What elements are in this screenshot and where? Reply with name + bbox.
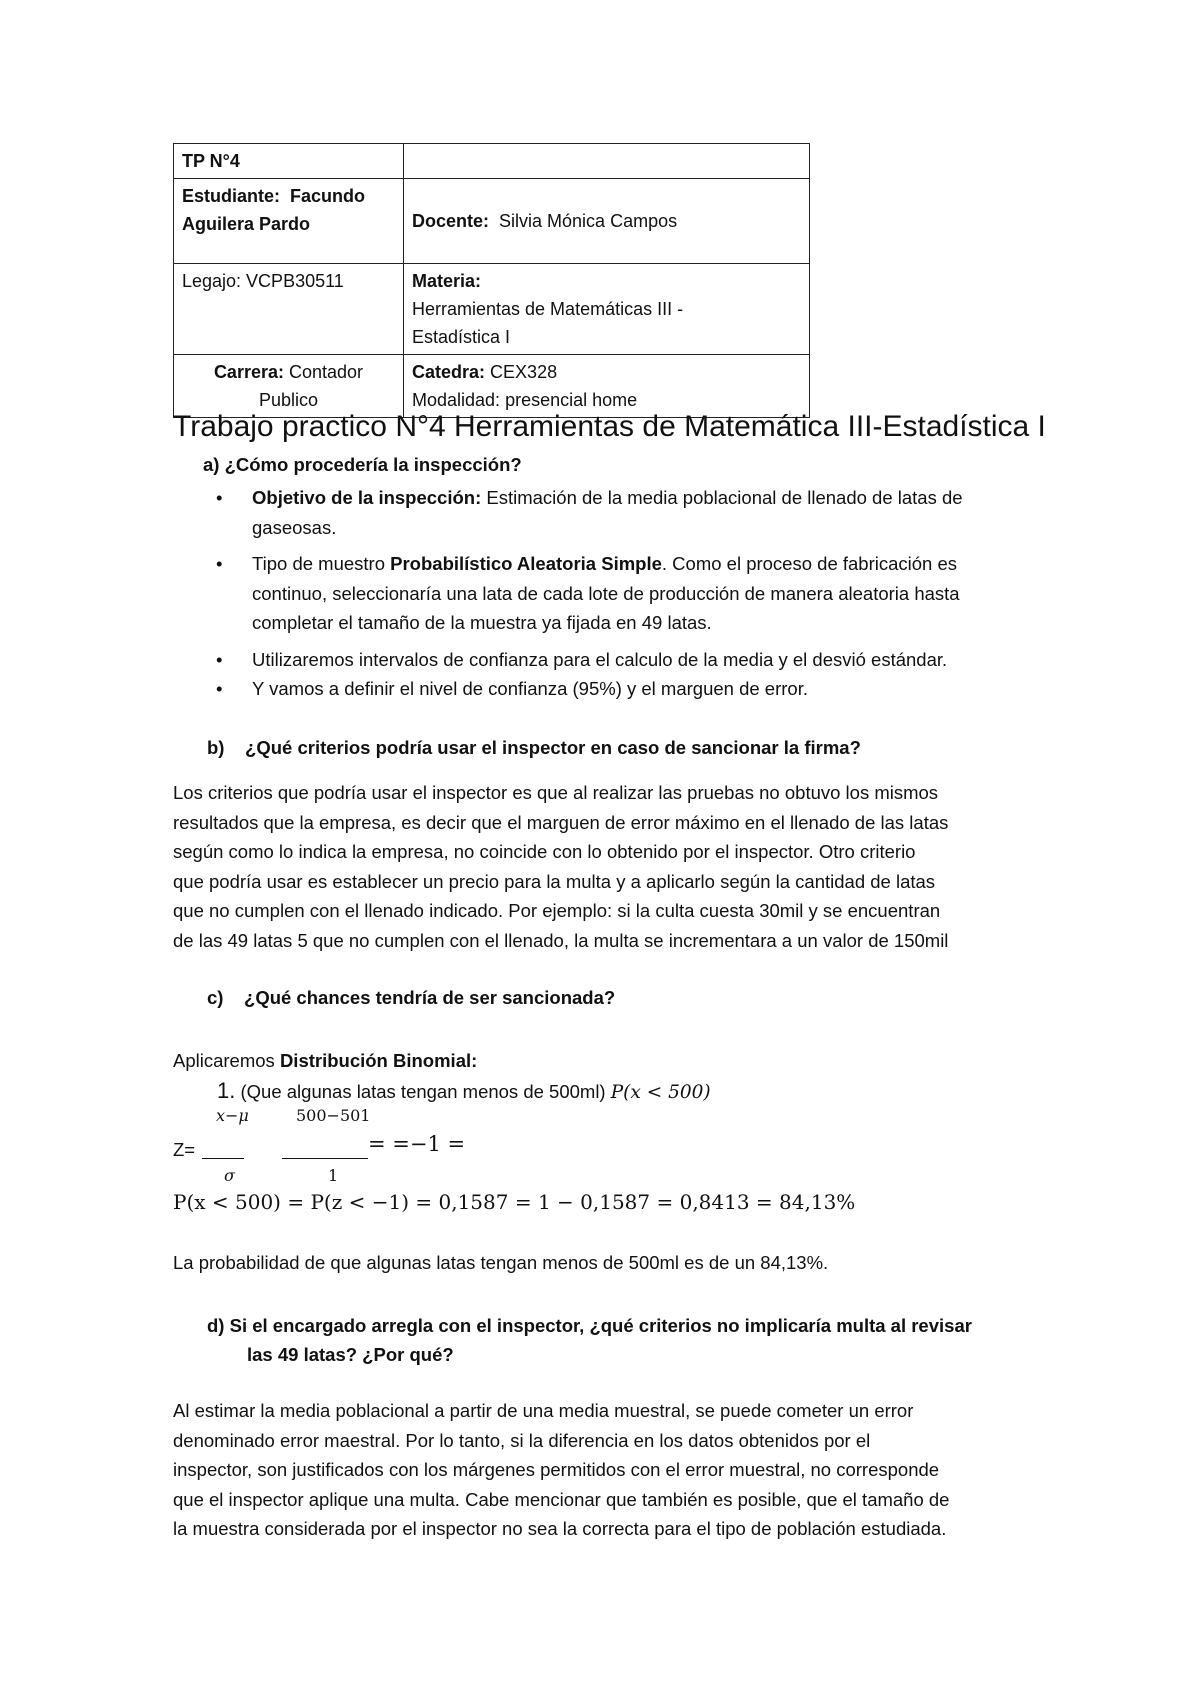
section-d-heading-1: d) Si el encargado arregla con el inspector, ¿qué criterios no implicaría multa al revisar <box>207 1315 972 1336</box>
materia-line-1: Herramientas de Matemáticas III - <box>412 299 684 319</box>
sample-type-text-2: continuo, seleccionaría una lata de cada lote de producción de manera aleatoria hasta <box>252 582 960 604</box>
empty-cell <box>404 144 810 179</box>
section-b-question: ¿Qué criterios podría usar el inspector en caso de sancionar la firma? <box>245 737 861 758</box>
apply-bold: Distribución Binomial: <box>279 1050 478 1071</box>
z-numerator-right: 500−501 <box>296 1106 371 1125</box>
paragraph-line: que no cumplen con el llenado indicado. Por ejemplo: si la culta cuesta 30mil y se encuentran <box>173 900 941 922</box>
header-table <box>173 143 810 418</box>
paragraph-line: Los criterios que podría usar el inspector es que al realizar las pruebas no obtuvo los mismos <box>173 782 939 803</box>
tp-cell <box>174 144 404 179</box>
header-row-student <box>174 179 810 264</box>
catedra-value: CEX328 <box>490 362 558 382</box>
materia-cell <box>404 264 810 355</box>
section-b-paragraph <box>173 778 1043 956</box>
page-title: Trabajo practico N°4 Herramientas de Matemática III-Estadística I <box>173 410 1046 443</box>
z-fraction-bar-right <box>282 1158 368 1159</box>
materia-label: Materia: <box>412 271 482 291</box>
apply-line <box>173 1046 477 1076</box>
header-row-legajo <box>174 264 810 355</box>
catedra-label: Catedra: <box>412 362 486 382</box>
carrera-value: Contador <box>289 362 364 382</box>
bullet-objective <box>212 483 1042 542</box>
teacher-cell <box>404 179 810 264</box>
z-fraction-bar-left <box>202 1158 244 1159</box>
paragraph-line: que podría usar es establecer un precio para la multa y a aplicarlo según la cantidad de latas <box>173 870 936 892</box>
item-text: (Que algunas latas tengan menos de 500ml) <box>240 1081 606 1102</box>
student-cell <box>174 179 404 264</box>
item-number: 1. <box>217 1078 236 1103</box>
sample-type-pre: Tipo de muestro <box>252 553 385 574</box>
student-last-name: Aguilera Pardo <box>182 214 311 234</box>
bullet-dot: • <box>216 678 223 699</box>
legajo-cell <box>174 264 404 355</box>
paragraph-line: inspector, son justificados con los márgenes permitidos con el error muestral, no corresponde <box>173 1459 940 1481</box>
carrera-label: Carrera: <box>213 362 284 382</box>
probability-line: P(x < 500) = P(z < −1) = 0,1587 = 1 − 0,1587 = 0,8413 = 84,13% <box>173 1190 856 1214</box>
section-c-heading <box>207 983 615 1012</box>
tp-label: TP N°4 <box>182 151 240 171</box>
paragraph-line: resultados que la empresa, es decir que el marguen de error máximo en el llenado de las latas <box>173 811 949 833</box>
apply-pre: Aplicaremos <box>173 1050 275 1071</box>
materia-line-2: Estadística I <box>412 327 511 347</box>
section-d-paragraph <box>173 1396 1043 1544</box>
bullet-intervals <box>212 645 1042 675</box>
bullet-dot: • <box>216 553 223 574</box>
section-c-prefix: c) <box>207 987 224 1008</box>
modalidad-label: Modalidad: <box>412 390 501 410</box>
bullet-sample-type <box>212 549 1042 638</box>
section-a-bullets <box>212 483 1042 704</box>
bullet-confidence <box>212 674 1042 704</box>
student-first-name: Facundo <box>290 186 366 206</box>
bullet-dot: • <box>216 487 223 508</box>
modalidad-value: presencial home <box>505 390 638 410</box>
item-1 <box>217 1076 711 1108</box>
teacher-name: Silvia Mónica Campos <box>499 211 678 231</box>
sample-type-text-3: completar el tamaño de la muestra ya fijada en 49 latas. <box>252 612 712 633</box>
objective-label: Objetivo de la inspección: <box>252 487 482 508</box>
item-math: P(x < 500) <box>610 1082 711 1103</box>
carrera-value-2: Publico <box>258 390 319 410</box>
legajo-value: Legajo: VCPB30511 <box>182 271 344 291</box>
z-denominator-right: 1 <box>328 1166 339 1185</box>
bullet-dot: • <box>216 648 223 670</box>
confidence-text: Y vamos a definir el nivel de confianza (95%) y el marguen de error. <box>252 678 808 699</box>
section-d-heading-2: las 49 latas? ¿Por qué? <box>247 1344 454 1365</box>
header-row-tp <box>174 144 810 179</box>
sample-type-bold: Probabilístico Aleatoria Simple <box>390 553 662 574</box>
intervals-text: Utilizaremos intervalos de confianza para el calculo de la media y el desvió estándar. <box>252 648 948 670</box>
z-denominator-left: σ <box>224 1166 235 1185</box>
paragraph-line: de las 49 latas 5 que no cumplen con el llenado, la multa se incrementara a un valor de 150mil <box>173 929 949 951</box>
paragraph-line: denominado error maestral. Por lo tanto, si la diferencia en los datos obtenidos por el <box>173 1429 871 1451</box>
section-a-heading: a) ¿Cómo procedería la inspección? <box>203 454 522 475</box>
z-label: Z= <box>173 1139 196 1160</box>
section-b-prefix: b) <box>207 737 225 758</box>
objective-text-1: Estimación de la media poblacional de llenado de latas de <box>486 487 963 508</box>
paragraph-line: según como lo indica la empresa, no coincide con lo obtenido por el inspector. Otro criterio <box>173 841 916 863</box>
section-c-question: ¿Qué chances tendría de ser sancionada? <box>244 987 616 1008</box>
paragraph-line: la muestra considerada por el inspector no sea la correcta para el tipo de población estudiada. <box>173 1518 947 1540</box>
z-numerator-left: x−μ <box>216 1106 249 1125</box>
z-result: = =−1 = <box>368 1132 466 1156</box>
student-label: Estudiante: <box>182 186 281 206</box>
paragraph-line: que el inspector aplique una multa. Cabe mencionar que también es posible, que el tamaño de <box>173 1488 950 1510</box>
section-b-heading <box>207 733 861 762</box>
teacher-label: Docente: <box>412 211 490 231</box>
paragraph-line: Al estimar la media poblacional a partir de una media muestral, se puede cometer un error <box>173 1400 914 1421</box>
sample-type-text-1: . Como el proceso de fabricación es <box>661 553 958 574</box>
section-c-conclusion: La probabilidad de que algunas latas tengan menos de 500ml es de un 84,13%. <box>173 1252 829 1273</box>
objective-text-2: gaseosas. <box>252 516 337 538</box>
